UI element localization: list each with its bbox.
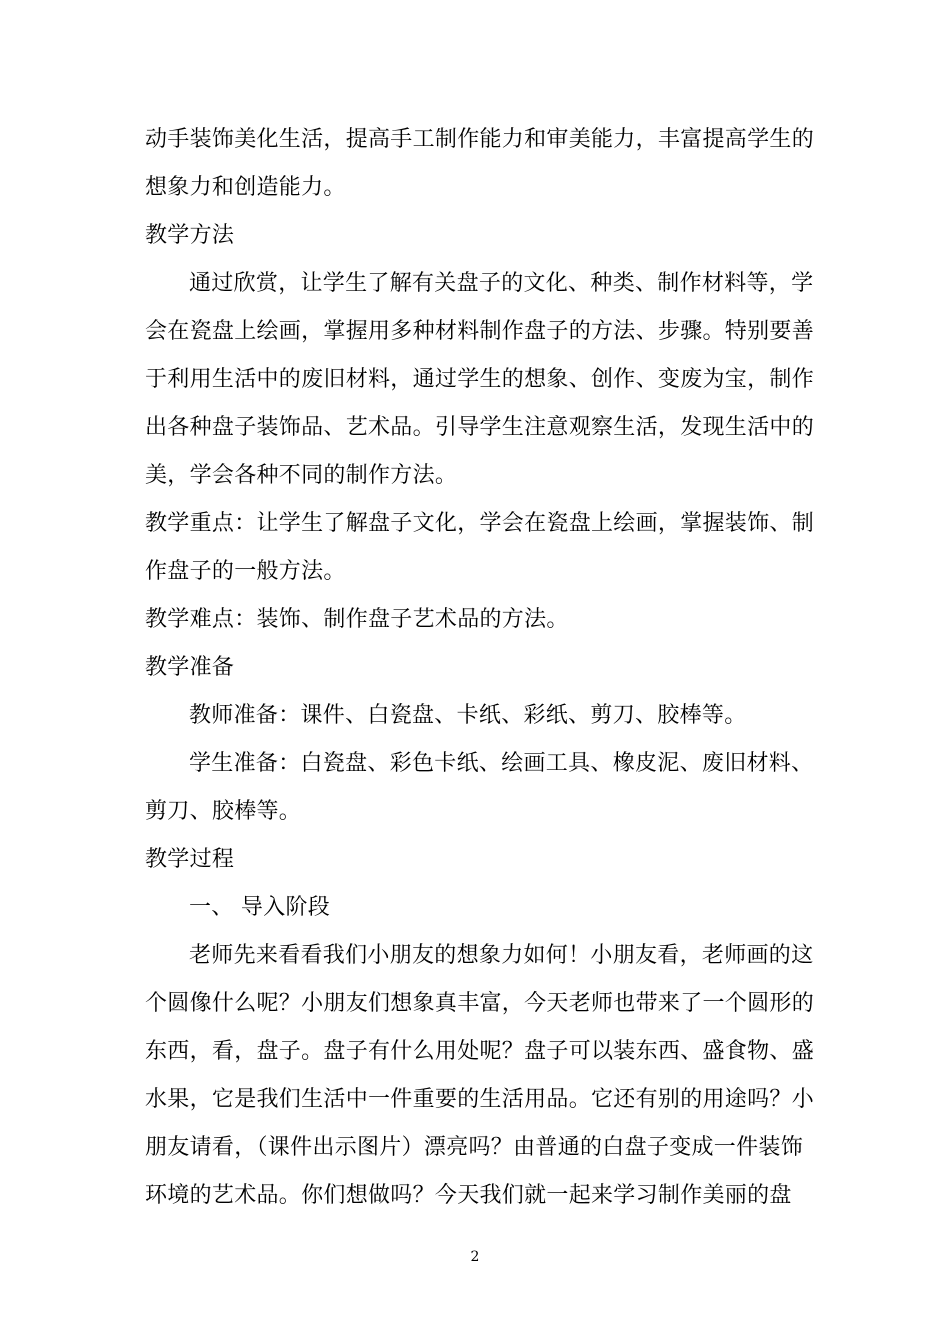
section-heading: 教学方法	[145, 223, 235, 248]
text-line: 教学重点：让学生了解盘子文化，学会在瓷盘上绘画，掌握装饰、制	[145, 511, 815, 536]
text-line: 美，学会各种不同的制作方法。	[145, 463, 458, 488]
text-line: 会在瓷盘上绘画，掌握用多种材料制作盘子的方法、步骤。特别要善	[145, 319, 815, 344]
text-line: 剪刀、胶棒等。	[145, 799, 302, 824]
text-line: 老师先来看看我们小朋友的想象力如何！小朋友看，老师画的这	[189, 943, 814, 968]
text-line: 作盘子的一般方法。	[145, 559, 346, 584]
section-heading: 教学准备	[145, 655, 235, 680]
text-line: 于利用生活中的废旧材料，通过学生的想象、创作、变废为宝，制作	[145, 367, 815, 392]
text-line: 教师准备：课件、白瓷盘、卡纸、彩纸、剪刀、胶棒等。	[189, 703, 747, 728]
text-line: 出各种盘子装饰品、艺术品。引导学生注意观察生活，发现生活中的	[145, 415, 815, 440]
section-heading: 教学过程	[145, 847, 235, 872]
page-number: 2	[470, 1249, 480, 1265]
text-line: 水果，它是我们生活中一件重要的生活用品。它还有别的用途吗？小	[145, 1087, 815, 1112]
text-line: 个圆像什么呢？小朋友们想象真丰富，今天老师也带来了一个圆形的	[145, 991, 815, 1016]
text-line: 想象力和创造能力。	[145, 175, 346, 200]
text-line: 朋友请看，（课件出示图片）漂亮吗？由普通的白盘子变成一件装饰	[145, 1135, 804, 1160]
text-line: 通过欣赏，让学生了解有关盘子的文化、种类、制作材料等，学	[189, 271, 814, 296]
text-line: 环境的艺术品。你们想做吗？今天我们就一起来学习制作美丽的盘	[145, 1183, 792, 1208]
text-line: 学生准备：白瓷盘、彩色卡纸、绘画工具、橡皮泥、废旧材料、	[189, 751, 814, 776]
text-line: 教学难点：装饰、制作盘子艺术品的方法。	[145, 607, 569, 632]
subsection-heading: 一、 导入阶段	[189, 895, 331, 920]
text-line: 动手装饰美化生活，提高手工制作能力和审美能力，丰富提高学生的	[145, 127, 815, 152]
text-line: 东西，看，盘子。盘子有什么用处呢？盘子可以装东西、盛食物、盛	[145, 1039, 815, 1064]
